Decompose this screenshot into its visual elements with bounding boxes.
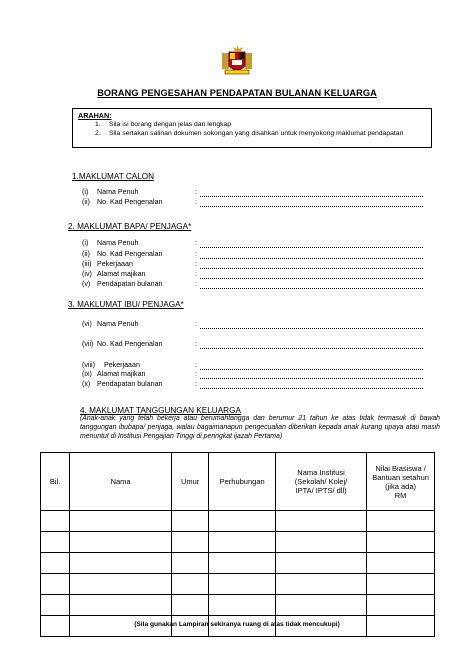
input-line[interactable] [200, 378, 423, 379]
table-cell[interactable] [209, 574, 276, 595]
table-cell[interactable] [41, 511, 70, 532]
table-cell[interactable] [171, 553, 208, 574]
table-cell[interactable] [41, 532, 70, 553]
header-nama: Nama [70, 453, 172, 511]
table-row [41, 532, 435, 553]
table-cell[interactable] [41, 595, 70, 616]
table-row [41, 574, 435, 595]
form-row-alamat-majikan: (ix) Alamat majikan : [82, 370, 442, 380]
input-line[interactable] [200, 388, 423, 389]
table-header-row [41, 453, 435, 511]
table-cell[interactable] [209, 595, 276, 616]
header-perhubungan: Perhubungan [209, 453, 276, 511]
table-cell[interactable] [209, 553, 276, 574]
table-cell[interactable] [171, 574, 208, 595]
form-row-kad-pengenalan: (ii) No. Kad Pengenalan : [82, 198, 442, 208]
form-row-pendapatan-bulanan: (x) Pendapatan bulanan : [82, 380, 442, 390]
header-biasiswa: Nilai Biasiswa / Bantuan setahun (jika ada) RM [367, 453, 435, 511]
input-line[interactable] [200, 288, 423, 289]
table-cell[interactable] [209, 532, 276, 553]
table-body [41, 511, 435, 637]
form-row-kad-pengenalan: (ii) No. Kad Pengenalan : [82, 250, 442, 260]
form-row-kad-pengenalan: (vii) No. Kad Pengenalan : [82, 340, 442, 350]
table-cell[interactable] [70, 574, 172, 595]
table-cell[interactable] [367, 595, 435, 616]
instructions-box [72, 108, 432, 148]
table-cell[interactable] [41, 553, 70, 574]
table-cell[interactable] [171, 532, 208, 553]
section-title-bapa: 2. MAKLUMAT BAPA/ PENJAGA* [68, 222, 192, 231]
input-line[interactable] [200, 258, 423, 259]
header-institusi: Nama Institusi (Sekolah/ Kolej/ IPTA/ IPTS/ dll) [275, 453, 366, 511]
table-cell[interactable] [209, 511, 276, 532]
form-row-pendapatan-bulanan: (v) Pendapatan bulanan : [82, 280, 442, 290]
table-row [41, 553, 435, 574]
form-row-pekerjaan: (viii) Pekerjaaan : [82, 361, 442, 371]
input-line[interactable] [200, 268, 423, 269]
form-row-nama-penuh: (i) Nama Penuh : [82, 188, 442, 198]
input-line[interactable] [200, 247, 423, 248]
form-row-alamat-majikan: (iv) Alamat majikan : [82, 270, 442, 280]
dependents-table [40, 452, 435, 637]
section-title-tanggungan: 4. MAKLUMAT TANGGUNGAN KELUARGA [80, 406, 241, 415]
table-cell[interactable] [41, 574, 70, 595]
form-row-pekerjaan: (iii) Pekerjaaan : [82, 260, 442, 270]
table-cell[interactable] [367, 574, 435, 595]
table-row [41, 511, 435, 532]
section-title-ibu: 3. MAKLUMAT IBU/ PENJAGA* [68, 300, 184, 309]
footer-note: (Sila gunakan Lampiran sekiranya ruang di atas tidak mencukupi) [134, 621, 340, 628]
input-line[interactable] [200, 278, 423, 279]
header-umur: Umur [171, 453, 208, 511]
table-cell[interactable] [171, 511, 208, 532]
form-title: BORANG PENGESAHAN PENDAPATAN BULANAN KELUARGA [97, 88, 377, 98]
input-line[interactable] [200, 348, 423, 349]
table-cell[interactable] [70, 595, 172, 616]
malaysia-coat-of-arms-logo [220, 44, 254, 76]
table-cell[interactable] [367, 511, 435, 532]
table-cell[interactable] [275, 574, 366, 595]
table-cell[interactable] [275, 532, 366, 553]
table-cell[interactable] [275, 511, 366, 532]
instructions-label: ARAHAN: [78, 111, 112, 120]
instruction-item: 1. Sila isi borang dengan jelas dan lengkap [95, 121, 232, 128]
table-cell[interactable] [70, 532, 172, 553]
input-line[interactable] [200, 328, 423, 329]
form-row-nama-penuh: (vi) Nama Penuh : [82, 320, 442, 330]
table-cell[interactable] [275, 595, 366, 616]
input-line[interactable] [200, 196, 423, 197]
form-row-nama-penuh: (i) Nama Penuh : [82, 239, 442, 249]
table-cell[interactable] [275, 553, 366, 574]
table-cell[interactable] [70, 553, 172, 574]
table-cell[interactable] [367, 532, 435, 553]
instruction-item: 2. Sila sertakan salinan dokumen sokongan yang disahkan untuk menyokong maklumat pendapatan [95, 130, 404, 137]
table-cell[interactable] [171, 595, 208, 616]
table-cell[interactable] [367, 553, 435, 574]
table-row [41, 595, 435, 616]
input-line[interactable] [200, 206, 423, 207]
section-title-calon: 1.MAKLUMAT CALON [72, 172, 155, 181]
section-note: (Anak-anak yang telah bekerja atau berumahtangga dan berumur 21 tahun ke atas tidak termasuk di bawah tanggungan ibubapa/ penjaga, walau bagaimanapun pengecualian diberikan kepada anak kurang upaya atau masih menuntut di Institusi Pengajian Tinggi di peringkat ijazah Pertama) [80, 415, 440, 440]
table-cell[interactable] [70, 511, 172, 532]
header-bil: Bil. [41, 453, 70, 511]
